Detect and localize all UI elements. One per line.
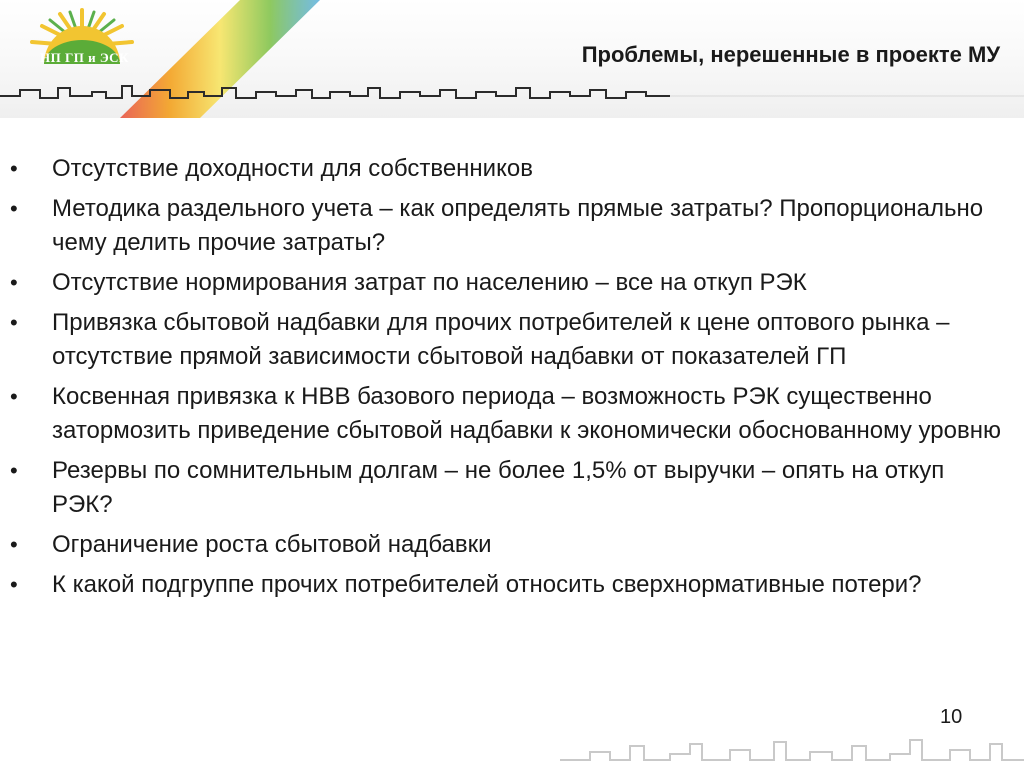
bullet-text: Косвенная привязка к НВВ базового периода – возможность РЭК существенно затормозить приведение сбытовой надбавки к экономически обоснованному уровню	[52, 383, 1001, 444]
bullet-text: Отсутствие доходности для собственников	[52, 155, 533, 182]
bullet-item-accounting-method	[0, 192, 1010, 260]
bullet-text: К какой подгруппе прочих потребителей относить сверхнормативные потери?	[52, 571, 922, 598]
bullet-marker: •	[10, 384, 18, 409]
bullet-marker: •	[10, 196, 18, 221]
bullet-list	[0, 152, 1010, 608]
bullet-marker: •	[10, 572, 18, 597]
bullet-item-indirect-binding	[0, 380, 1010, 448]
bullet-marker: •	[10, 156, 18, 181]
bullet-marker: •	[10, 458, 18, 483]
bullet-text: Привязка сбытовой надбавки для прочих потребителей к цене оптового рынка – отсутствие прямой зависимости сбытовой надбавки от показателей ГП	[52, 309, 950, 370]
bullet-item-no-cost-norms	[0, 266, 1010, 300]
bullet-item-excess-losses	[0, 568, 1010, 602]
page-number: 10	[940, 706, 963, 728]
bullet-marker: •	[10, 532, 18, 557]
bullet-text: Отсутствие нормирования затрат по населению – все на откуп РЭК	[52, 269, 807, 296]
page-title: Проблемы, нерешенные в проекте МУ	[581, 42, 1000, 67]
bullet-item-markup-binding	[0, 306, 1010, 374]
bullet-text: Резервы по сомнительным долгам – не более 1,5% от выручки – опять на откуп РЭК?	[52, 457, 945, 518]
bullet-text: Методика раздельного учета – как определять прямые затраты? Пропорционально чему делить прочие затраты?	[52, 195, 984, 256]
bullet-item-markup-growth-limit	[0, 528, 1010, 562]
bullet-item-doubtful-debts	[0, 454, 1010, 522]
bullet-item-no-profitability	[0, 152, 1010, 186]
logo-text: НП ГП и ЭСК	[40, 50, 129, 65]
skyline-footer-decoration	[560, 730, 1024, 768]
bullet-text: Ограничение роста сбытовой надбавки	[52, 531, 492, 558]
skyline-decoration	[0, 80, 1024, 106]
bullet-marker: •	[10, 310, 18, 335]
bullet-marker: •	[10, 270, 18, 295]
